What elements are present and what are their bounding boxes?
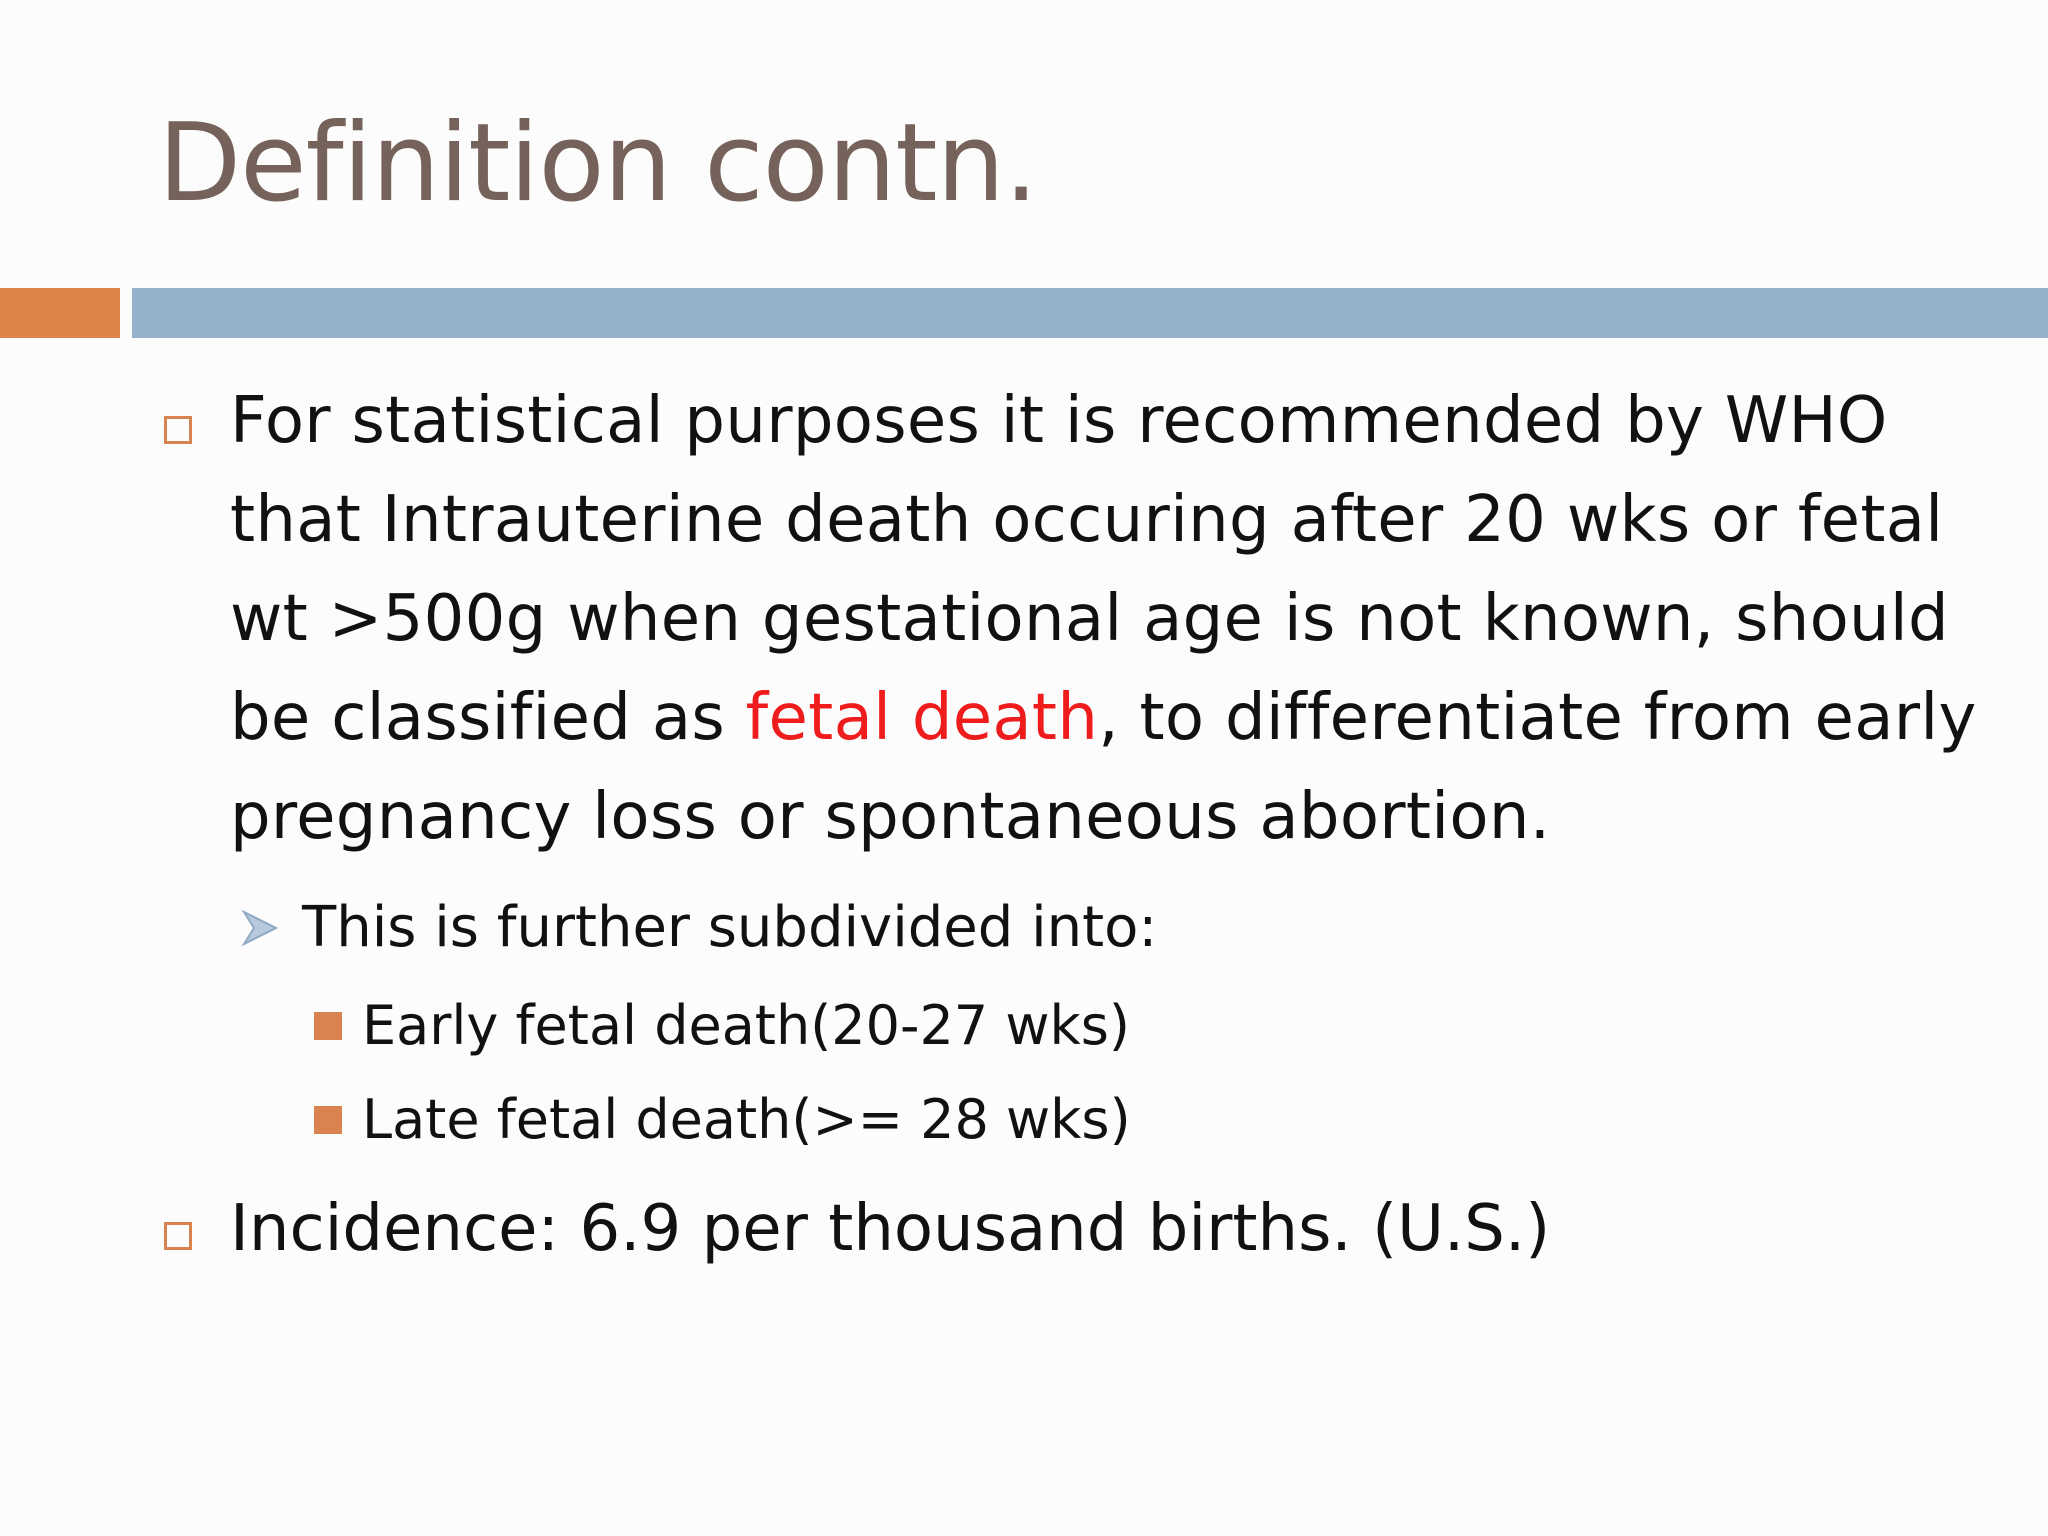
title-accent-bar-blue bbox=[132, 288, 2048, 338]
sub-bullet-text: This is further subdivided into: bbox=[302, 895, 1158, 960]
sub-item-late-fetal-death: Late fetal death(>= 28 wks) bbox=[362, 1088, 1131, 1151]
bullet-1-text bbox=[230, 372, 2020, 867]
filled-square-bullet-icon bbox=[314, 1012, 342, 1040]
title-accent-bar-orange bbox=[0, 288, 120, 338]
hollow-square-bullet-icon bbox=[164, 1222, 192, 1250]
slide-title: Definition contn. bbox=[158, 101, 1038, 226]
bullet-2-text: Incidence: 6.9 per thousand births. (U.S.) bbox=[230, 1192, 1551, 1266]
hollow-square-bullet-icon bbox=[164, 416, 192, 444]
bullet-1-text-before: For statistical purposes it is recommended by WHO that Intrauterine death occuring after 20 wks or fetal wt >500g when gestational age is not known, should be classified as bbox=[230, 384, 1949, 755]
sub-item-early-fetal-death: Early fetal death(20-27 wks) bbox=[362, 994, 1130, 1057]
filled-square-bullet-icon bbox=[314, 1106, 342, 1134]
bullet-1-highlight: fetal death bbox=[745, 681, 1099, 755]
arrow-bullet-icon bbox=[240, 908, 280, 948]
bullet-1-text-after: , to differentiate from early pregnancy loss or spontaneous abortion. bbox=[230, 681, 1977, 854]
